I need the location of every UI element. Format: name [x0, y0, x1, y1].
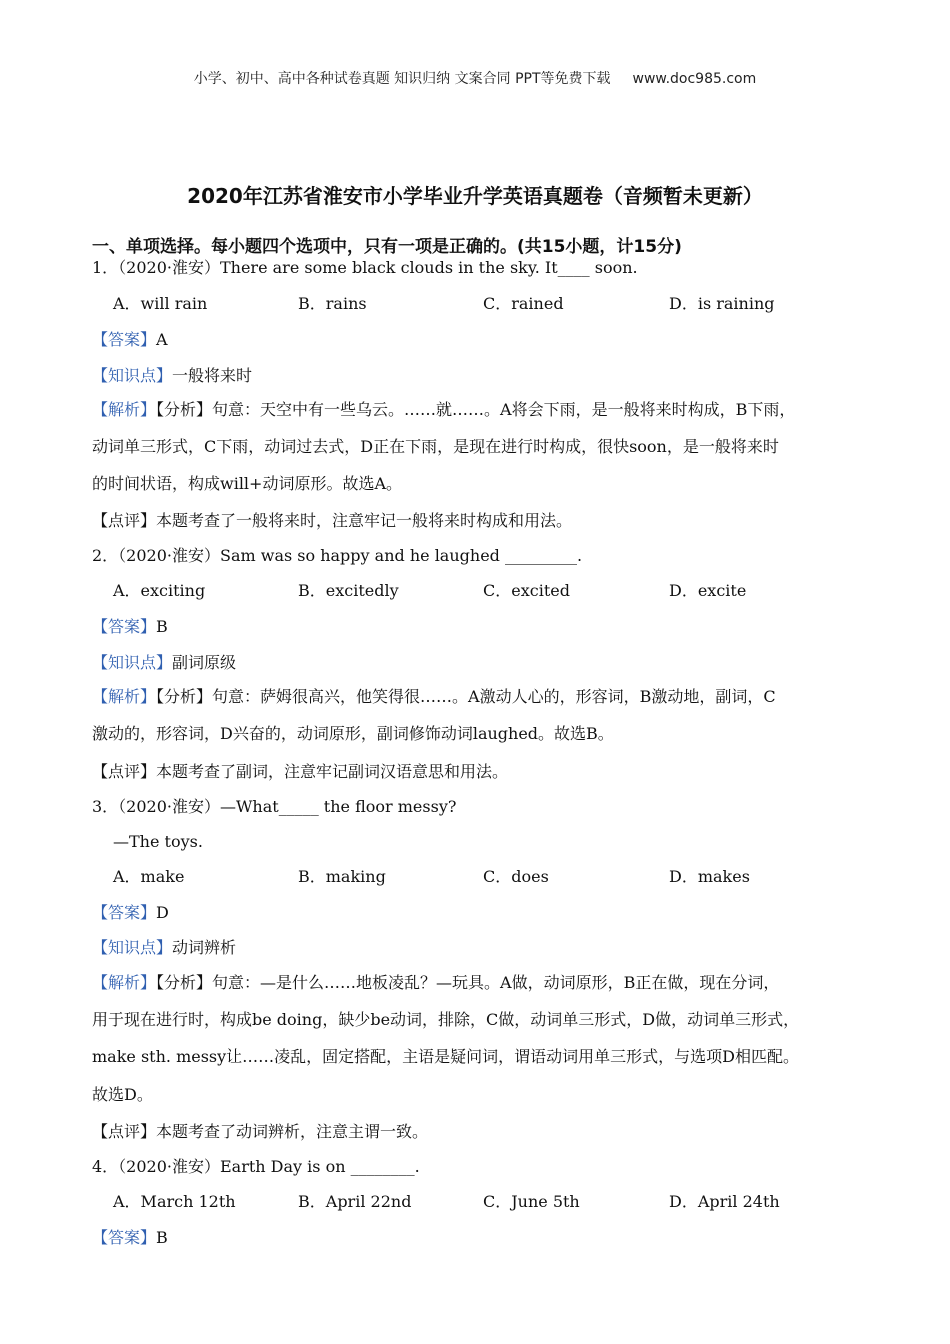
q3-option-c: C．does: [483, 867, 549, 886]
page-header: [0, 68, 950, 88]
question-4-stem: 4．（2020·淮安）Earth Day is on ________.: [92, 1157, 420, 1176]
q3-option-b: B．making: [298, 867, 386, 886]
q2-option-a: A．exciting: [113, 581, 206, 600]
q2-comment: [92, 762, 508, 782]
header-text: 小学、初中、高中各种试卷真题 知识归纳 文案合同 PPT等免费下载: [193, 71, 611, 87]
q3-option-d: D．makes: [669, 867, 750, 886]
answer-label: 【答案】: [92, 1228, 157, 1247]
q2-analysis-line-2: 激动的，形容词，D兴奋的，动词原形，副词修饰动词laughed。故选B。: [92, 724, 614, 743]
question-3-stem: 3．（2020·淮安）—What_____ the floor messy?: [92, 797, 457, 816]
knowledge-value: 动词辨析: [172, 938, 237, 957]
knowledge-value: 一般将来时: [172, 366, 253, 385]
q4-option-a: A．March 12th: [113, 1192, 236, 1211]
q1-comment: [92, 511, 572, 531]
knowledge-value: 副词原级: [172, 653, 237, 672]
q2-option-c: C．excited: [483, 581, 570, 600]
q1-answer: [92, 330, 168, 350]
q1-option-c: C．rained: [483, 294, 564, 313]
q1-analysis-line-2: 动词单三形式，C下雨，动词过去式，D正在下雨，是现在进行时构成，很快soon，是一般将来时: [92, 437, 779, 456]
analysis-text: 【分析】句意：天空中有一些乌云。……就……。A将会下雨，是一般将来时构成，B下雨，: [156, 400, 796, 419]
comment-label: 【点评】: [92, 762, 157, 781]
q3-analysis-line-1: [92, 973, 779, 993]
question-2-stem: 2．（2020·淮安）Sam was so happy and he laughed _________.: [92, 546, 583, 565]
knowledge-label: 【知识点】: [92, 938, 173, 957]
analysis-label: 【解析】: [92, 973, 157, 992]
q1-analysis-line-1: [92, 400, 795, 420]
comment-label: 【点评】: [92, 511, 157, 530]
q4-option-c: C．June 5th: [483, 1192, 580, 1211]
q3-analysis-line-2: 用于现在进行时，构成be doing，缺少be动词，排除，C做，动词单三形式，D做，动词单三形式，: [92, 1010, 800, 1029]
q2-option-b: B．excitedly: [298, 581, 399, 600]
q2-knowledge: [92, 653, 236, 673]
header-site-link[interactable]: www.doc985.com: [632, 71, 757, 87]
q3-knowledge: [92, 938, 236, 958]
analysis-label: 【解析】: [92, 400, 157, 419]
q3-reply: —The toys.: [113, 832, 203, 851]
q1-analysis-line-3: 的时间状语，构成will+动词原形。故选A。: [92, 474, 403, 493]
q3-analysis-line-3: make sth. messy让……凌乱，固定搭配，主语是疑问词，谓语动词用单三形式，与选项D相匹配。: [92, 1047, 800, 1066]
q2-analysis-line-1: [92, 687, 776, 707]
q1-option-a: A．will rain: [113, 294, 208, 313]
answer-value: B: [156, 617, 168, 636]
comment-text: 本题考查了动词辨析，注意主谓一致。: [156, 1122, 429, 1141]
section-heading: 一、单项选择。每小题四个选项中，只有一项是正确的。(共15小题，计15分): [92, 237, 682, 257]
knowledge-label: 【知识点】: [92, 653, 173, 672]
q3-answer: [92, 903, 169, 923]
answer-value: B: [156, 1228, 168, 1247]
answer-label: 【答案】: [92, 330, 157, 349]
q2-option-d: D．excite: [669, 581, 747, 600]
analysis-text: 【分析】句意：—是什么……地板凌乱？—玩具。A做，动词原形，B正在做，现在分词，: [156, 973, 780, 992]
question-1-stem: 1．（2020·淮安）There are some black clouds in the sky. It____ soon.: [92, 258, 638, 277]
comment-text: 本题考查了一般将来时，注意牢记一般将来时构成和用法。: [156, 511, 573, 530]
answer-value: A: [156, 330, 168, 349]
q1-option-b: B．rains: [298, 294, 367, 313]
q4-option-b: B．April 22nd: [298, 1192, 412, 1211]
q3-comment: [92, 1122, 428, 1142]
q3-option-a: A．make: [113, 867, 185, 886]
knowledge-label: 【知识点】: [92, 366, 173, 385]
q2-answer: [92, 617, 168, 637]
q1-knowledge: [92, 366, 252, 386]
answer-label: 【答案】: [92, 617, 157, 636]
comment-label: 【点评】: [92, 1122, 157, 1141]
q1-option-d: D．is raining: [669, 294, 775, 313]
answer-label: 【答案】: [92, 903, 157, 922]
analysis-label: 【解析】: [92, 687, 157, 706]
q3-analysis-line-4: 故选D。: [92, 1085, 153, 1104]
analysis-text: 【分析】句意：萨姆很高兴，他笑得很……。A激动人心的，形容词，B激动地，副词，C: [156, 687, 776, 706]
q4-option-d: D．April 24th: [669, 1192, 780, 1211]
page-title: 2020年江苏省淮安市小学毕业升学英语真题卷（音频暂未更新）: [187, 184, 763, 208]
answer-value: D: [156, 903, 169, 922]
q4-answer: [92, 1228, 168, 1248]
comment-text: 本题考查了副词，注意牢记副词汉语意思和用法。: [156, 762, 509, 781]
